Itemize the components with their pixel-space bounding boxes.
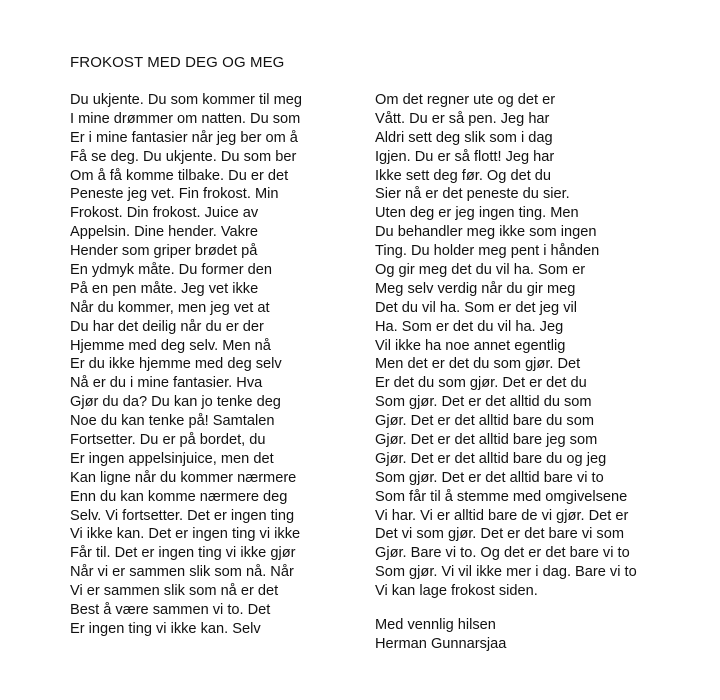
poem-line: Du har det deilig når du er der <box>70 318 264 335</box>
poem-line: Få se deg. Du ukjente. Du som ber <box>70 148 297 165</box>
poem-line: Og gir meg det du vil ha. Som er <box>375 262 586 279</box>
poem-line: Hender som griper brødet på <box>70 243 258 260</box>
author-name: Herman Gunnarsjaa <box>375 635 507 652</box>
signoff-text: Med vennlig hilsen <box>375 617 496 633</box>
poem-line: Får til. Det er ingen ting vi ikke gjør <box>70 545 296 562</box>
poem-line: Vi kan lage frokost siden. <box>375 583 538 600</box>
poem-line: Noe du kan tenke på! Samtalen <box>70 413 275 430</box>
poem-line: Du behandler meg ikke som ingen <box>375 224 597 241</box>
poem-line: Frokost. Din frokost. Juice av <box>70 205 259 222</box>
poem-line: Nå er du i mine fantasier. Hva <box>70 375 263 392</box>
poem-line: Ha. Som er det du vil ha. Jeg <box>375 318 564 335</box>
poem-line: Er ingen appelsinjuice, men det <box>70 450 274 467</box>
poem-line: Er du ikke hjemme med deg selv <box>70 356 282 373</box>
poem-line: Som gjør. Vi vil ikke mer i dag. Bare vi to <box>375 564 637 581</box>
poem-line: Vil ikke ha noe annet egentlig <box>375 337 566 354</box>
poem-line: Ikke sett deg før. Og det du <box>375 167 552 184</box>
poem-column-right <box>375 91 637 601</box>
poem-line: Selv. Vi fortsetter. Det er ingen ting <box>70 507 295 524</box>
poem-line: Men det er det du som gjør. Det <box>375 356 581 373</box>
poem-line: Best å være sammen vi to. Det <box>70 602 271 619</box>
poem-line: Meg selv verdig når du gir meg <box>375 280 576 297</box>
poem-line: Er ingen ting vi ikke kan. Selv <box>70 620 261 637</box>
poem-line: Ting. Du holder meg pent i hånden <box>375 243 600 260</box>
poem-line: Peneste jeg vet. Fin frokost. Min <box>70 186 279 203</box>
poem-line: Gjør. Det er det alltid bare jeg som <box>375 432 598 449</box>
poem-line: Når du kommer, men jeg vet at <box>70 299 270 316</box>
poem-line: En ydmyk måte. Du former den <box>70 262 272 279</box>
poem-line: Om å få komme tilbake. Du er det <box>70 167 289 184</box>
poem-line: Vi har. Vi er alltid bare de vi gjør. Det er <box>375 507 629 524</box>
poem-line: Igjen. Du er så flott! Jeg har <box>375 148 555 165</box>
poem-line: Aldri sett deg slik som i dag <box>375 129 553 146</box>
poem-column-left <box>70 91 302 639</box>
poem-line: Det du vil ha. Som er det jeg vil <box>375 299 577 316</box>
poem-line: Gjør. Bare vi to. Og det er det bare vi to <box>375 545 630 562</box>
poem-line: Gjør. Det er det alltid bare du og jeg <box>375 450 607 467</box>
poem-line: Når vi er sammen slik som nå. Når <box>70 564 294 581</box>
poem-line: Gjør du da? Du kan jo tenke deg <box>70 394 281 411</box>
poem-line: Hjemme med deg selv. Men nå <box>70 337 271 354</box>
poem-line: Som får til å stemme med omgivelsene <box>375 488 628 505</box>
signature-block <box>375 616 506 654</box>
poem-line: Fortsetter. Du er på bordet, du <box>70 432 266 449</box>
poem-line: Om det regner ute og det er <box>375 92 556 108</box>
poem-line: Enn du kan komme nærmere deg <box>70 488 288 505</box>
poem-line: Er i mine fantasier når jeg ber om å <box>70 129 298 146</box>
poem-line: På en pen måte. Jeg vet ikke <box>70 280 259 297</box>
poem-line: Som gjør. Det er det alltid bare vi to <box>375 469 604 486</box>
poem-title: FROKOST MED DEG OG MEG <box>70 54 285 71</box>
poem-line: Sier nå er det peneste du sier. <box>375 186 570 203</box>
poem-line: Som gjør. Det er det alltid du som <box>375 394 592 411</box>
poem-line: Vått. Du er så pen. Jeg har <box>375 110 550 127</box>
poem-line: Vi ikke kan. Det er ingen ting vi ikke <box>70 526 301 543</box>
poem-line: Er det du som gjør. Det er det du <box>375 375 587 392</box>
poem-line: I mine drømmer om natten. Du som <box>70 110 301 127</box>
poem-line: Uten deg er jeg ingen ting. Men <box>375 205 579 222</box>
poem-line: Vi er sammen slik som nå er det <box>70 583 279 600</box>
poem-line: Kan ligne når du kommer nærmere <box>70 469 297 486</box>
poem-line: Appelsin. Dine hender. Vakre <box>70 224 258 241</box>
poem-line: Gjør. Det er det alltid bare du som <box>375 413 594 430</box>
poem-line: Det vi som gjør. Det er det bare vi som <box>375 526 624 543</box>
poem-line: Du ukjente. Du som kommer til meg <box>70 92 302 108</box>
